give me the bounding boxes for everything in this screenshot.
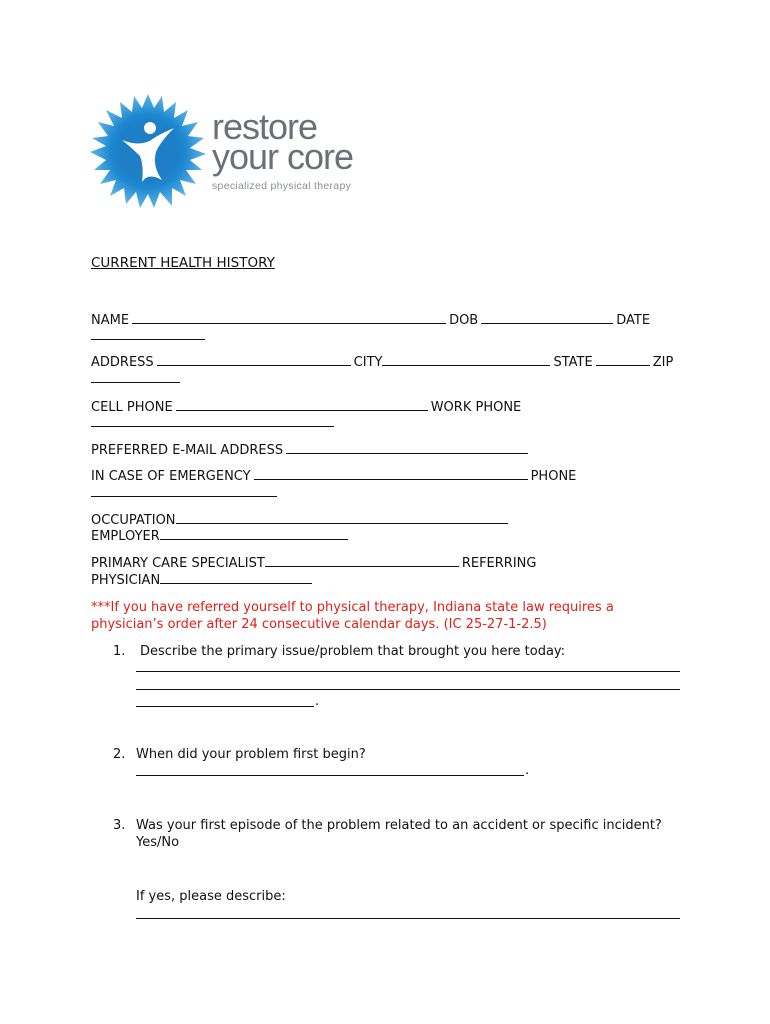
zip-row bbox=[91, 370, 183, 388]
occupation-label: OCCUPATION bbox=[91, 513, 176, 528]
cell-phone-label: CELL PHONE bbox=[91, 400, 173, 415]
question-3-options: Yes/No bbox=[136, 835, 180, 850]
physician-field[interactable] bbox=[160, 571, 312, 584]
physician-row bbox=[91, 571, 315, 589]
question-3-number: 3. bbox=[113, 818, 126, 833]
employer-field[interactable] bbox=[160, 527, 348, 540]
zip-field[interactable] bbox=[91, 370, 180, 383]
name-label: NAME bbox=[91, 313, 130, 328]
if-yes-answer-line[interactable] bbox=[136, 918, 680, 919]
emergency-phone-label: PHONE bbox=[530, 469, 577, 484]
logo-line-2: your core bbox=[212, 136, 354, 177]
employer-label: EMPLOYER bbox=[91, 529, 160, 544]
email-label: PREFERRED E-MAIL ADDRESS bbox=[91, 443, 284, 458]
emergency-field[interactable] bbox=[254, 467, 528, 480]
city-label: CITY bbox=[353, 355, 383, 370]
logo-wordmark bbox=[212, 106, 354, 192]
emergency-phone-field[interactable] bbox=[91, 484, 277, 497]
emergency-phone-row bbox=[91, 484, 280, 502]
primary-care-label: PRIMARY CARE SPECIALIST bbox=[91, 556, 265, 571]
logo-line-1: restore bbox=[212, 106, 318, 147]
question-1-text: Describe the primary issue/problem that brought you here today: bbox=[140, 644, 566, 659]
question-2-period: . bbox=[525, 763, 530, 778]
email-field[interactable] bbox=[286, 441, 528, 454]
state-field[interactable] bbox=[596, 353, 650, 366]
address-label: ADDRESS bbox=[91, 355, 154, 370]
dob-label: DOB bbox=[449, 313, 479, 328]
address-field[interactable] bbox=[157, 353, 351, 366]
question-2-answer-line[interactable] bbox=[136, 775, 524, 776]
work-phone-row bbox=[91, 414, 337, 432]
address-row bbox=[91, 353, 673, 371]
city-field[interactable] bbox=[382, 353, 550, 366]
date-field[interactable] bbox=[91, 327, 205, 340]
primary-care-field[interactable] bbox=[265, 554, 459, 567]
form-heading: CURRENT HEALTH HISTORY bbox=[91, 255, 275, 271]
logo bbox=[88, 92, 368, 214]
physician-label: PHYSICIAN bbox=[91, 573, 161, 588]
date-label: DATE bbox=[616, 313, 651, 328]
dob-field[interactable] bbox=[481, 311, 613, 324]
state-label: STATE bbox=[553, 355, 593, 370]
cell-phone-field[interactable] bbox=[176, 398, 428, 411]
question-1-answer-line-1[interactable] bbox=[136, 671, 680, 672]
question-2-text: When did your problem first begin? bbox=[136, 747, 366, 762]
emergency-label: IN CASE OF EMERGENCY bbox=[91, 469, 251, 484]
referring-label: REFERRING bbox=[461, 556, 537, 571]
question-1-number: 1. bbox=[113, 644, 126, 659]
emergency-row bbox=[91, 467, 576, 485]
sunburst-figure-icon bbox=[88, 92, 210, 214]
zip-label: ZIP bbox=[652, 355, 674, 370]
work-phone-field[interactable] bbox=[91, 414, 334, 427]
if-yes-label: If yes, please describe: bbox=[136, 889, 286, 904]
employer-row bbox=[91, 527, 351, 545]
primary-care-row bbox=[91, 554, 536, 572]
notice-line-1: ***If you have referred yourself to physical therapy, Indiana state law requires a bbox=[91, 600, 614, 615]
question-3-text: Was your first episode of the problem related to an accident or specific incident? bbox=[136, 818, 662, 833]
logo-tagline: specialized physical therapy bbox=[212, 180, 352, 192]
email-row bbox=[91, 441, 531, 459]
name-field[interactable] bbox=[132, 311, 446, 324]
question-2-number: 2. bbox=[113, 747, 126, 762]
question-1-answer-line-2[interactable] bbox=[136, 689, 680, 690]
question-1-period: . bbox=[315, 694, 320, 709]
notice-line-2: physician’s order after 24 consecutive calendar days. (IC 25-27-1-2.5) bbox=[91, 617, 547, 632]
occupation-field[interactable] bbox=[176, 511, 508, 524]
work-phone-label: WORK PHONE bbox=[430, 400, 522, 415]
question-1-answer-line-3[interactable] bbox=[136, 706, 314, 707]
date-row bbox=[91, 327, 208, 345]
